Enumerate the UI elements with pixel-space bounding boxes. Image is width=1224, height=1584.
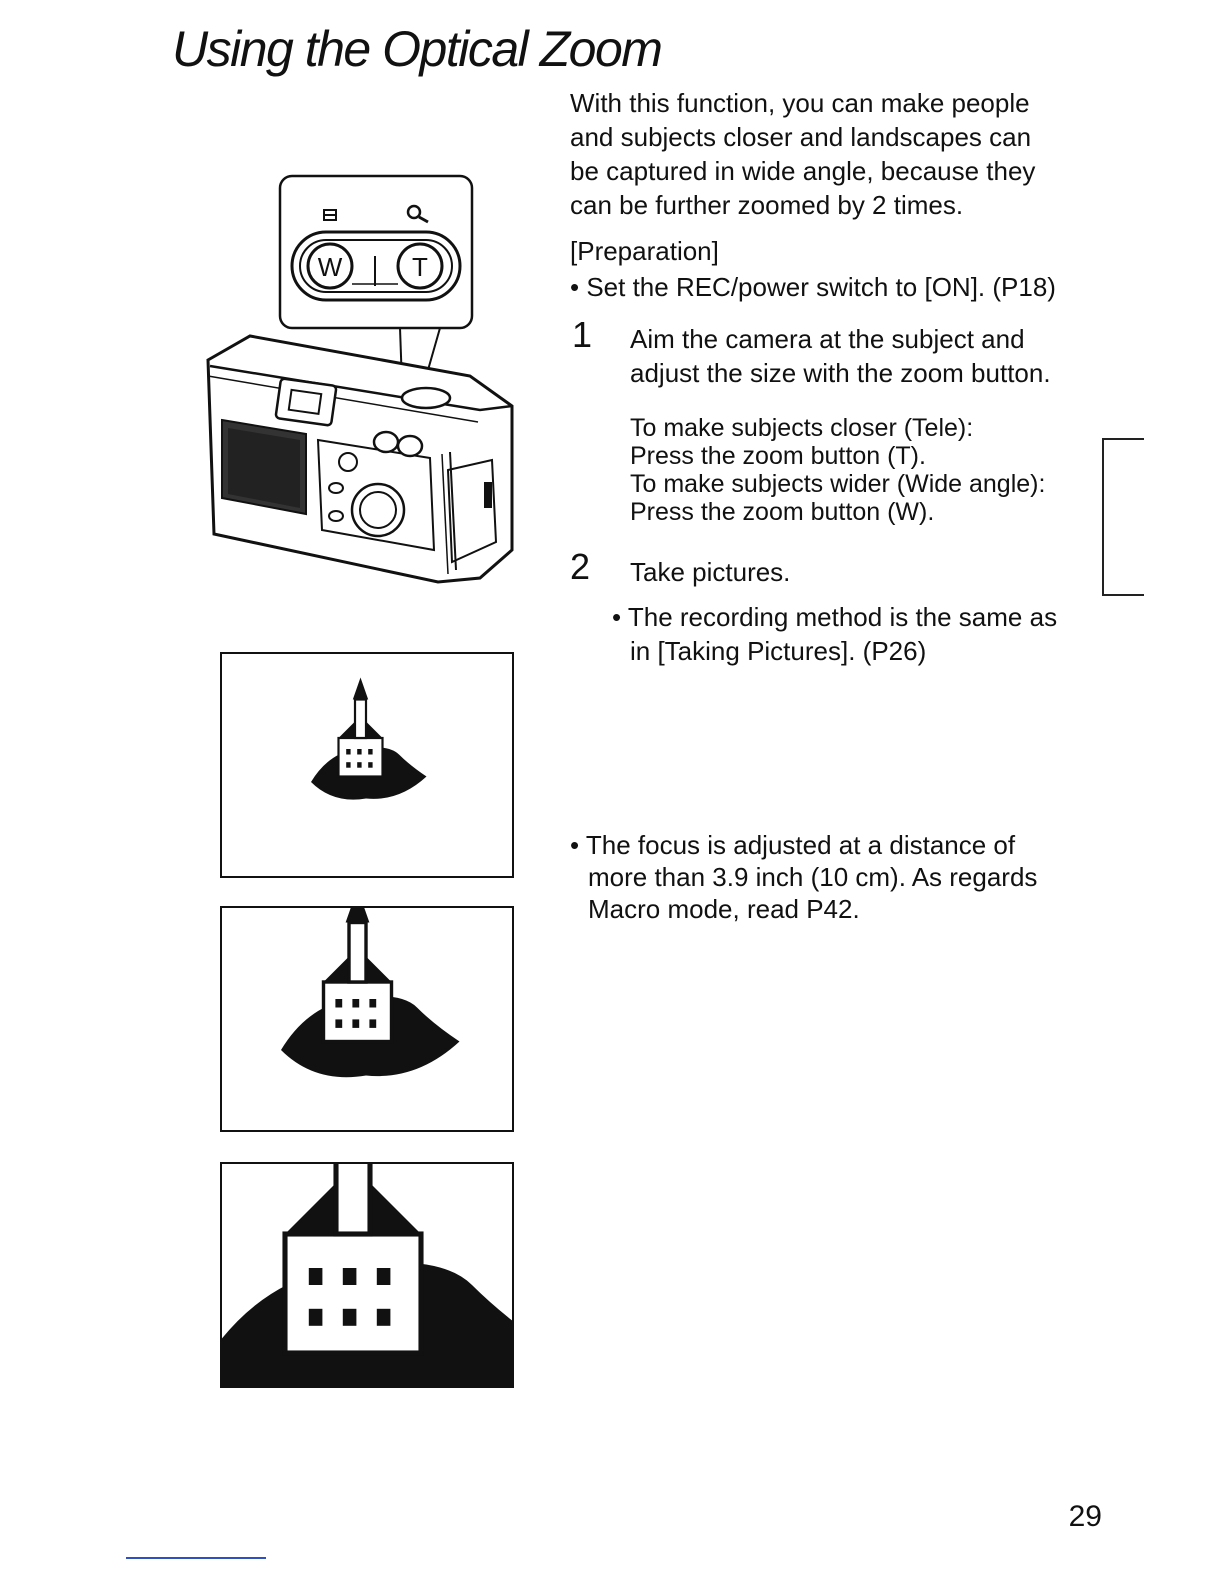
- page-title: Using the Optical Zoom: [172, 21, 662, 77]
- step-1-number: 1: [572, 314, 593, 355]
- step-2-number: 2: [570, 546, 591, 587]
- note-line: • The focus is adjusted at a distance of: [570, 830, 1016, 860]
- step-1-detail: Press the zoom button (W).: [630, 498, 935, 526]
- step-1-text: [630, 322, 1051, 390]
- section-tab-marker: [1102, 438, 1144, 596]
- note-line: more than 3.9 inch (10 cm). As regards: [588, 862, 1038, 892]
- bottom-rule: [126, 1557, 266, 1559]
- step-2-bullet: [612, 600, 1057, 668]
- page-number: 29: [1068, 1500, 1102, 1533]
- camera-illustration: [190, 170, 530, 590]
- zoom-wide-label: W: [317, 252, 343, 282]
- step-1-details: [630, 414, 1045, 526]
- step-1-detail: Press the zoom button (T).: [630, 442, 926, 470]
- step-1-detail: To make subjects wider (Wide angle):: [630, 470, 1046, 498]
- intro-paragraph: [570, 86, 1090, 222]
- preparation-bullet: • Set the REC/power switch to [ON]. (P18): [570, 272, 1056, 302]
- note-line: Macro mode, read P42.: [588, 894, 860, 924]
- step-1-detail: To make subjects closer (Tele):: [630, 414, 974, 442]
- castle-medium-image: [220, 906, 514, 1132]
- castle-wide-image: [220, 652, 514, 878]
- zoom-tele-label: T: [412, 252, 428, 282]
- castle-tele-image: [220, 1162, 514, 1388]
- preparation-heading: [Preparation]: [570, 236, 719, 266]
- step-2-bullet-line: in [Taking Pictures]. (P26): [630, 636, 927, 666]
- intro-line: can be further zoomed by 2 times.: [570, 190, 964, 220]
- intro-line: and subjects closer and landscapes can: [570, 122, 1032, 152]
- step-2-bullet-line: • The recording method is the same as: [612, 602, 1058, 632]
- intro-line: With this function, you can make people: [570, 88, 1030, 118]
- intro-line: be captured in wide angle, because they: [570, 156, 1036, 186]
- step-2-text: Take pictures.: [630, 557, 791, 587]
- step-1-line: adjust the size with the zoom button.: [630, 358, 1051, 388]
- focus-note: [570, 829, 1037, 925]
- step-1-line: Aim the camera at the subject and: [630, 324, 1025, 354]
